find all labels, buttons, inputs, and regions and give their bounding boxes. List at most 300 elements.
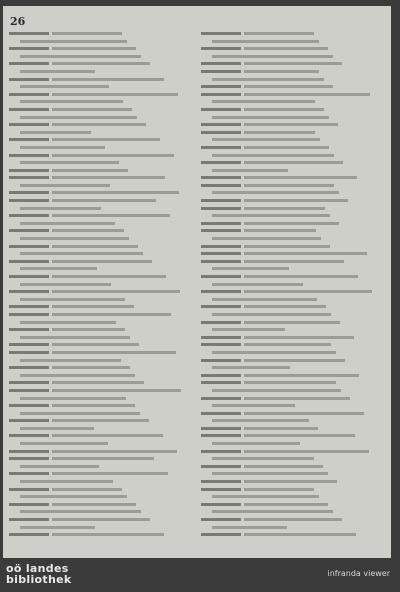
entry-surname bbox=[9, 93, 49, 96]
entry-surname bbox=[9, 78, 49, 81]
entry-details bbox=[52, 169, 128, 172]
directory-entry bbox=[201, 288, 381, 296]
directory-entry bbox=[9, 197, 189, 205]
directory-entry bbox=[201, 516, 381, 524]
directory-entry bbox=[9, 281, 189, 289]
directory-entry bbox=[201, 410, 381, 418]
entry-surname bbox=[9, 457, 49, 460]
entry-surname bbox=[9, 267, 17, 270]
entry-surname bbox=[9, 533, 49, 536]
entry-details bbox=[212, 267, 289, 270]
directory-entry bbox=[201, 303, 381, 311]
directory-entry bbox=[201, 212, 381, 220]
directory-entry bbox=[9, 265, 189, 273]
directory-entry bbox=[201, 106, 381, 114]
directory-entry bbox=[201, 227, 381, 235]
directory-entry bbox=[201, 258, 381, 266]
directory-entry bbox=[9, 174, 189, 182]
directory-entry bbox=[9, 30, 189, 38]
entry-surname bbox=[201, 199, 241, 202]
entry-details bbox=[20, 526, 95, 529]
entry-surname bbox=[9, 252, 17, 255]
entry-surname bbox=[201, 510, 209, 513]
directory-entry bbox=[9, 357, 189, 365]
entry-surname bbox=[201, 191, 209, 194]
directory-entry bbox=[201, 174, 381, 182]
directory-entry bbox=[9, 501, 189, 509]
directory-entry bbox=[9, 45, 189, 53]
entry-details bbox=[212, 472, 328, 475]
directory-entry bbox=[201, 357, 381, 365]
entry-details bbox=[212, 154, 334, 157]
entry-surname bbox=[9, 328, 49, 331]
entry-details bbox=[20, 359, 121, 362]
directory-entry bbox=[201, 68, 381, 76]
entry-surname bbox=[201, 457, 209, 460]
entry-surname bbox=[9, 199, 49, 202]
entry-surname bbox=[201, 305, 241, 308]
directory-entry bbox=[9, 379, 189, 387]
entry-details bbox=[244, 70, 319, 73]
entry-surname bbox=[201, 184, 241, 187]
entry-details bbox=[244, 518, 342, 521]
entry-details bbox=[244, 427, 318, 430]
entry-surname bbox=[9, 389, 49, 392]
entry-details bbox=[20, 397, 126, 400]
entry-details bbox=[244, 275, 358, 278]
entry-surname bbox=[201, 442, 209, 445]
entry-surname bbox=[201, 207, 241, 210]
entry-surname bbox=[9, 161, 17, 164]
directory-entry bbox=[9, 334, 189, 342]
entry-surname bbox=[9, 404, 49, 407]
entry-surname bbox=[201, 70, 241, 73]
entry-details bbox=[20, 336, 130, 339]
directory-entry bbox=[201, 220, 381, 228]
directory-entry bbox=[201, 402, 381, 410]
directory-entry bbox=[201, 136, 381, 144]
entry-surname bbox=[9, 214, 49, 217]
entry-surname bbox=[201, 222, 241, 225]
entry-details bbox=[244, 85, 333, 88]
entry-details bbox=[52, 138, 160, 141]
directory-entry bbox=[9, 227, 189, 235]
directory-entry bbox=[201, 53, 381, 61]
entry-surname bbox=[9, 450, 49, 453]
directory-entry bbox=[201, 319, 381, 327]
directory-entry bbox=[201, 425, 381, 433]
entry-surname bbox=[201, 108, 241, 111]
entry-details bbox=[212, 237, 321, 240]
entry-details bbox=[244, 321, 340, 324]
entry-details bbox=[52, 78, 164, 81]
directory-entry bbox=[201, 167, 381, 175]
entry-details bbox=[20, 146, 105, 149]
entry-details bbox=[212, 495, 319, 498]
entry-surname bbox=[201, 260, 241, 263]
entry-surname bbox=[9, 480, 17, 483]
entry-surname bbox=[9, 321, 17, 324]
page-number: 26 bbox=[10, 15, 26, 28]
directory-entry bbox=[201, 152, 381, 160]
entry-details bbox=[52, 93, 178, 96]
entry-details bbox=[244, 381, 336, 384]
entry-details bbox=[20, 283, 111, 286]
entry-details bbox=[52, 472, 168, 475]
entry-details bbox=[20, 70, 95, 73]
entry-surname bbox=[201, 47, 241, 50]
entry-details bbox=[52, 518, 150, 521]
entry-details bbox=[52, 366, 130, 369]
directory-entry bbox=[9, 273, 189, 281]
entry-details bbox=[20, 465, 99, 468]
entry-details bbox=[212, 351, 336, 354]
entry-details bbox=[52, 245, 138, 248]
directory-entry bbox=[201, 159, 381, 167]
entry-details bbox=[244, 252, 367, 255]
entry-surname bbox=[9, 70, 17, 73]
entry-surname bbox=[9, 85, 17, 88]
entry-details bbox=[212, 328, 285, 331]
entry-surname bbox=[201, 427, 241, 430]
entry-surname bbox=[201, 336, 241, 339]
entry-details bbox=[244, 450, 369, 453]
entry-surname bbox=[201, 533, 241, 536]
entry-surname bbox=[9, 176, 49, 179]
entry-surname bbox=[201, 434, 241, 437]
entry-surname bbox=[201, 252, 241, 255]
directory-entry bbox=[9, 341, 189, 349]
entry-surname bbox=[201, 267, 209, 270]
directory-entry bbox=[201, 417, 381, 425]
entry-details bbox=[52, 343, 139, 346]
entry-details bbox=[20, 267, 97, 270]
directory-entry bbox=[9, 296, 189, 304]
entry-details bbox=[212, 419, 309, 422]
entry-surname bbox=[201, 32, 241, 35]
directory-entry bbox=[201, 478, 381, 486]
directory-entry bbox=[9, 152, 189, 160]
directory-entry bbox=[9, 114, 189, 122]
directory-entry bbox=[9, 425, 189, 433]
entry-details bbox=[244, 47, 328, 50]
directory-entry bbox=[201, 395, 381, 403]
directory-entry bbox=[201, 250, 381, 258]
entry-surname bbox=[201, 275, 241, 278]
directory-entry bbox=[201, 235, 381, 243]
entry-details bbox=[212, 457, 314, 460]
entry-details bbox=[20, 40, 127, 43]
entry-details bbox=[20, 298, 125, 301]
directory-entry bbox=[201, 273, 381, 281]
entry-details bbox=[244, 108, 324, 111]
entry-details bbox=[244, 229, 316, 232]
directory-entry bbox=[201, 121, 381, 129]
directory-entry bbox=[201, 129, 381, 137]
directory-entry bbox=[201, 30, 381, 38]
entry-details bbox=[212, 100, 315, 103]
entry-details bbox=[20, 374, 135, 377]
entry-details bbox=[52, 457, 154, 460]
entry-surname bbox=[9, 412, 17, 415]
entry-surname bbox=[201, 116, 209, 119]
directory-entry bbox=[9, 212, 189, 220]
entry-surname bbox=[201, 283, 209, 286]
entry-details bbox=[52, 488, 122, 491]
directory-entry bbox=[201, 448, 381, 456]
entry-surname bbox=[201, 176, 241, 179]
entry-surname bbox=[201, 138, 209, 141]
entry-surname bbox=[9, 427, 17, 430]
entry-surname bbox=[201, 245, 241, 248]
entry-details bbox=[212, 78, 324, 81]
directory-entry bbox=[201, 60, 381, 68]
entry-details bbox=[20, 207, 101, 210]
entry-details bbox=[52, 32, 122, 35]
entry-surname bbox=[9, 245, 49, 248]
entry-details bbox=[244, 32, 314, 35]
entry-details bbox=[20, 55, 141, 58]
entry-surname bbox=[201, 100, 209, 103]
entry-surname bbox=[9, 169, 49, 172]
entry-details bbox=[52, 503, 136, 506]
directory-entry bbox=[201, 45, 381, 53]
entry-surname bbox=[9, 237, 17, 240]
entry-surname bbox=[9, 381, 49, 384]
entry-surname bbox=[201, 518, 241, 521]
directory-entry bbox=[201, 182, 381, 190]
directory-entry bbox=[201, 486, 381, 494]
entry-details bbox=[212, 283, 303, 286]
entry-details bbox=[244, 336, 354, 339]
directory-entry bbox=[201, 455, 381, 463]
entry-surname bbox=[9, 32, 49, 35]
entry-details bbox=[52, 434, 163, 437]
entry-surname bbox=[9, 100, 17, 103]
entry-surname bbox=[9, 116, 17, 119]
entry-details bbox=[244, 305, 326, 308]
entry-surname bbox=[201, 503, 241, 506]
entry-surname bbox=[201, 85, 241, 88]
entry-surname bbox=[201, 488, 241, 491]
entry-details bbox=[212, 526, 287, 529]
directory-entry bbox=[9, 98, 189, 106]
entry-surname bbox=[201, 472, 209, 475]
entry-details bbox=[244, 290, 372, 293]
entry-details bbox=[52, 191, 179, 194]
entry-details bbox=[212, 389, 341, 392]
directory-entry bbox=[201, 243, 381, 251]
directory-entry bbox=[9, 531, 189, 539]
directory-entry bbox=[9, 258, 189, 266]
directory-entry bbox=[9, 106, 189, 114]
directory-entry bbox=[201, 501, 381, 509]
directory-entry bbox=[9, 417, 189, 425]
directory-entry bbox=[201, 493, 381, 501]
directory-entry bbox=[9, 432, 189, 440]
entry-details bbox=[20, 442, 108, 445]
entry-details bbox=[52, 108, 132, 111]
entry-details bbox=[212, 366, 290, 369]
directory-entry bbox=[9, 387, 189, 395]
entry-surname bbox=[201, 389, 209, 392]
directory-entry bbox=[201, 197, 381, 205]
entry-surname bbox=[201, 359, 241, 362]
directory-entry bbox=[9, 68, 189, 76]
directory-entry bbox=[9, 372, 189, 380]
directory-entry bbox=[9, 440, 189, 448]
directory-entry bbox=[201, 91, 381, 99]
directory-entry bbox=[9, 243, 189, 251]
directory-entry bbox=[201, 470, 381, 478]
entry-details bbox=[244, 146, 329, 149]
directory-entry bbox=[201, 83, 381, 91]
directory-entry bbox=[201, 463, 381, 471]
directory-entry bbox=[9, 508, 189, 516]
entry-details bbox=[20, 427, 94, 430]
directory-entry bbox=[201, 144, 381, 152]
entry-surname bbox=[9, 138, 49, 141]
directory-entry bbox=[9, 319, 189, 327]
entry-surname bbox=[9, 47, 49, 50]
entry-surname bbox=[201, 412, 241, 415]
logo-line-2: bibliothek bbox=[6, 573, 72, 586]
entry-details bbox=[244, 260, 344, 263]
directory-entry bbox=[201, 296, 381, 304]
directory-entry bbox=[9, 159, 189, 167]
directory-entry bbox=[201, 508, 381, 516]
entry-details bbox=[20, 321, 116, 324]
entry-details bbox=[52, 419, 149, 422]
directory-entry bbox=[9, 303, 189, 311]
directory-entry bbox=[9, 83, 189, 91]
entry-surname bbox=[201, 313, 209, 316]
entry-details bbox=[212, 169, 288, 172]
entry-surname bbox=[201, 131, 241, 134]
entry-surname bbox=[9, 465, 17, 468]
left-column bbox=[9, 30, 189, 554]
entry-surname bbox=[201, 229, 241, 232]
directory-entry bbox=[9, 326, 189, 334]
directory-entry bbox=[9, 91, 189, 99]
entry-surname bbox=[9, 374, 17, 377]
entry-details bbox=[244, 359, 345, 362]
directory-entry bbox=[201, 387, 381, 395]
entry-details bbox=[52, 389, 181, 392]
entry-surname bbox=[9, 366, 49, 369]
entry-surname bbox=[9, 510, 17, 513]
directory-entry bbox=[9, 129, 189, 137]
entry-surname bbox=[201, 404, 209, 407]
entry-details bbox=[212, 404, 295, 407]
viewer-label: infranda viewer bbox=[327, 569, 390, 578]
entry-details bbox=[52, 313, 171, 316]
directory-entry bbox=[201, 38, 381, 46]
entry-details bbox=[20, 161, 119, 164]
entry-surname bbox=[201, 450, 241, 453]
entry-details bbox=[244, 374, 359, 377]
directory-entry bbox=[9, 395, 189, 403]
entry-details bbox=[244, 412, 364, 415]
logo-line-1: oö landes bbox=[6, 562, 69, 575]
entry-surname bbox=[201, 480, 241, 483]
directory-entry bbox=[201, 311, 381, 319]
entry-surname bbox=[201, 495, 209, 498]
directory-entry bbox=[9, 524, 189, 532]
entry-details bbox=[244, 161, 343, 164]
entry-details bbox=[244, 176, 357, 179]
entry-details bbox=[244, 199, 348, 202]
entry-surname bbox=[201, 55, 209, 58]
entry-details bbox=[52, 176, 165, 179]
directory-entry bbox=[9, 53, 189, 61]
directory-entry bbox=[9, 478, 189, 486]
entry-details bbox=[244, 131, 315, 134]
entry-details bbox=[212, 214, 330, 217]
entry-surname bbox=[201, 351, 209, 354]
entry-details bbox=[52, 260, 152, 263]
entry-details bbox=[244, 184, 334, 187]
entry-details bbox=[20, 495, 127, 498]
directory-entry bbox=[201, 432, 381, 440]
entry-surname bbox=[201, 40, 209, 43]
entry-details bbox=[244, 207, 325, 210]
directory-entry bbox=[9, 364, 189, 372]
entry-surname bbox=[9, 503, 49, 506]
entry-details bbox=[212, 116, 329, 119]
directory-entry bbox=[201, 372, 381, 380]
entry-details bbox=[212, 138, 320, 141]
entry-details bbox=[244, 480, 337, 483]
entry-details bbox=[20, 510, 141, 513]
entry-details bbox=[244, 434, 355, 437]
entry-details bbox=[244, 93, 370, 96]
entry-surname bbox=[9, 275, 49, 278]
directory-entry bbox=[9, 448, 189, 456]
entry-surname bbox=[201, 154, 209, 157]
entry-surname bbox=[9, 526, 17, 529]
entry-surname bbox=[201, 328, 209, 331]
directory-entry bbox=[9, 182, 189, 190]
entry-details bbox=[20, 480, 113, 483]
directory-entry bbox=[201, 76, 381, 84]
entry-surname bbox=[201, 366, 209, 369]
directory-entry bbox=[9, 410, 189, 418]
directory-entry bbox=[9, 470, 189, 478]
entry-details bbox=[20, 116, 137, 119]
entry-details bbox=[20, 237, 129, 240]
entry-details bbox=[244, 343, 331, 346]
entry-surname bbox=[9, 154, 49, 157]
directory-entry bbox=[201, 334, 381, 342]
entry-details bbox=[52, 123, 146, 126]
directory-entry bbox=[9, 516, 189, 524]
entry-surname bbox=[9, 260, 49, 263]
entry-details bbox=[244, 465, 323, 468]
entry-details bbox=[52, 214, 170, 217]
library-logo[interactable] bbox=[6, 563, 71, 585]
directory-entry bbox=[201, 364, 381, 372]
entry-surname bbox=[201, 419, 209, 422]
entry-surname bbox=[9, 419, 49, 422]
entry-surname bbox=[201, 161, 241, 164]
entry-details bbox=[52, 229, 124, 232]
entry-surname bbox=[9, 518, 49, 521]
entry-details bbox=[244, 533, 356, 536]
directory-entry bbox=[201, 531, 381, 539]
entry-surname bbox=[201, 214, 209, 217]
entry-details bbox=[52, 404, 135, 407]
